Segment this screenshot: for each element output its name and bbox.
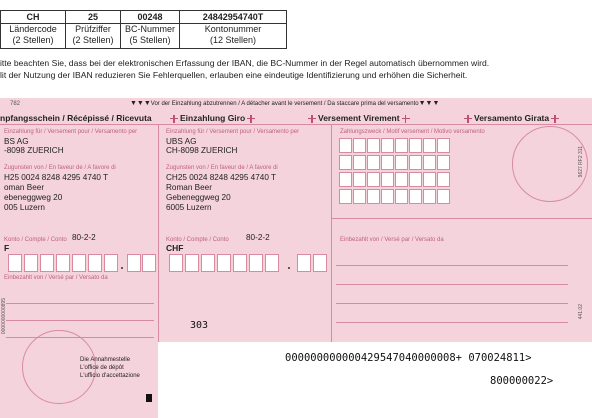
ocr-line-2: 800000022> [490,375,554,387]
left-amount-box[interactable] [56,254,70,272]
purpose-label: Zahlungszweck / Motif versement / Motivo versamento [340,129,485,135]
iban-check: 25 [66,11,121,24]
iban-country-desc: Ländercode (2 Stellen) [1,24,66,49]
purpose-box[interactable] [353,189,366,204]
purpose-box[interactable] [423,172,436,187]
purpose-box[interactable] [437,172,450,187]
right-stamp-circle [512,126,588,202]
right-paid-by-line [336,284,568,285]
transfer-header-label: Versement Virement [318,113,400,123]
detach-instruction: ▼▼▼Vor der Einzahlung abzutrennen / A détacher avant le versement / Da staccare prima del versamento▼▼▼ [130,100,440,107]
girata-header [462,113,561,123]
girata-header-label: Versamento Girata [474,113,550,123]
swiss-cross-icon [464,115,472,123]
swiss-cross-icon [247,115,255,123]
mid-bank-line2: CH-8098 ZUERICH [166,146,238,155]
payment-header-label: Einzahlung Giro [180,113,246,123]
divider-mid [331,124,332,342]
mid-payment-for-label: Einzahlung für / Versement pour / Versamento per [166,129,300,135]
right-side-code-top: 9627 RF2 311 [578,146,584,178]
left-paid-by-line [6,320,154,321]
purpose-box[interactable] [353,155,366,170]
purpose-box[interactable] [395,189,408,204]
swiss-cross-icon [308,115,316,123]
purpose-box[interactable] [423,155,436,170]
swiss-cross-icon [551,115,559,123]
left-amount-box[interactable] [104,254,118,272]
mid-amount-box[interactable] [265,254,279,272]
receipt-header: npfangsschein / Récépissé / Ricevuta [0,113,152,123]
left-cents-box[interactable] [142,254,156,272]
purpose-box[interactable] [395,155,408,170]
detach-text: Vor der Einzahlung abzutrennen / A détacher avant le versement / Da staccare prima del versamento [150,101,419,107]
marker-icon [146,394,152,402]
swiss-cross-icon [402,115,410,123]
purpose-box[interactable] [437,155,450,170]
left-iban: H25 0024 8248 4295 4740 T [4,173,109,182]
payment-slip [0,98,592,418]
mid-amount-box[interactable] [169,254,183,272]
purpose-box[interactable] [367,138,380,153]
left-amount-box[interactable] [8,254,22,272]
ocr-line-1: 000000000000429547040000008+ 070024811> [285,352,532,364]
divider-right [331,218,592,219]
right-paid-by-line [336,265,568,266]
left-cents-box[interactable] [127,254,141,272]
mid-currency: CHF [166,243,184,253]
purpose-box[interactable] [381,138,394,153]
mid-account-label: Konto / Compte / Conto [166,237,229,243]
divider-receipt [158,124,159,342]
note-line-2: lit der Nutzung der IBAN reduzieren Sie Fehlerquellen, erlauben eine eindeutige Identifizierung und erhöhen die Sicherheit. [0,70,468,80]
swiss-cross-icon [170,115,178,123]
purpose-box[interactable] [395,138,408,153]
left-name: oman Beer [4,183,45,192]
right-paid-by-line [336,303,568,304]
purpose-box[interactable] [339,155,352,170]
mid-city: 6005 Luzern [166,203,212,212]
purpose-box[interactable] [409,155,422,170]
mid-bank-line1: UBS AG [166,137,197,146]
purpose-box[interactable] [423,138,436,153]
mid-iban: CH25 0024 8248 4295 4740 T [166,173,277,182]
mid-amount-box[interactable] [249,254,263,272]
purpose-box[interactable] [437,138,450,153]
mid-cents-box[interactable] [297,254,311,272]
iban-country: CH [1,11,66,24]
purpose-box[interactable] [339,189,352,204]
purpose-box[interactable] [381,189,394,204]
left-street: ebeneggweg 20 [4,193,63,202]
payment-header [168,113,257,123]
purpose-box[interactable] [353,138,366,153]
purpose-box[interactable] [353,172,366,187]
left-payment-for-label: Einzahlung für / Versement pour / Versamento per [4,129,138,135]
left-bank-line1: BS AG [4,137,29,146]
right-side-code-bottom: 441.02 [578,304,584,320]
left-side-code: 0000000000895 [1,298,7,335]
left-amount-box[interactable] [72,254,86,272]
purpose-box[interactable] [367,172,380,187]
left-account-label: Konto / Compte / Conto [4,237,67,243]
mid-amount-box[interactable] [185,254,199,272]
left-in-favour-label: Zugunsten von / En faveur de / A favore di [4,165,116,171]
mid-street: Gebeneggweg 20 [166,193,231,202]
divider-top [0,124,592,125]
mid-code: 303 [190,320,209,331]
iban-account-desc: Kontonummer (12 Stellen) [180,24,287,49]
transfer-header [306,113,412,123]
left-paid-by-line [6,303,154,304]
left-amount-box[interactable] [40,254,54,272]
purpose-box[interactable] [409,138,422,153]
acceptance-label: Die Annahmestelle L'office de dépôt L'ufficio d'accettazione [80,357,140,379]
iban-table [0,10,287,49]
decimal-dot [288,267,290,269]
purpose-box[interactable] [367,189,380,204]
left-paid-by-label: Einbezahlt von / Versé par / Versato da [4,275,108,281]
left-amount-box[interactable] [24,254,38,272]
mid-amount-box[interactable] [233,254,247,272]
mid-in-favour-label: Zugunsten von / En faveur de / A favore di [166,165,278,171]
decimal-dot [121,267,123,269]
purpose-box[interactable] [381,172,394,187]
mid-amount-box[interactable] [201,254,215,272]
left-currency: F [4,243,10,253]
mid-name: Roman Beer [166,183,212,192]
mid-account: 80-2-2 [246,233,270,242]
purpose-box[interactable] [339,172,352,187]
purpose-box[interactable] [409,172,422,187]
purpose-box[interactable] [381,155,394,170]
iban-account: 24842954740T [180,11,287,24]
purpose-box[interactable] [367,155,380,170]
left-city: 005 Luzern [4,203,45,212]
purpose-box[interactable] [437,189,450,204]
left-amount-box[interactable] [88,254,102,272]
purpose-box[interactable] [339,138,352,153]
left-account: 80-2-2 [72,233,96,242]
left-bank-line2: -8098 ZUERICH [4,146,64,155]
iban-bc: 00248 [121,11,180,24]
right-paid-by-label: Einbezahlt von / Versé par / Versato da [340,237,444,243]
purpose-box[interactable] [409,189,422,204]
mid-amount-box[interactable] [217,254,231,272]
purpose-box[interactable] [423,189,436,204]
purpose-box[interactable] [395,172,408,187]
slip-number: 782 [10,101,21,107]
iban-bc-desc: BC-Nummer (5 Stellen) [121,24,180,49]
right-paid-by-line [336,322,568,323]
iban-check-desc: Prüfziffer (2 Stellen) [66,24,121,49]
mid-cents-box[interactable] [313,254,327,272]
note-line-1: itte beachten Sie, dass bei der elektronischen Erfassung der IBAN, die BC-Nummer in der Regel automatisch übernommen wird. [0,58,490,68]
